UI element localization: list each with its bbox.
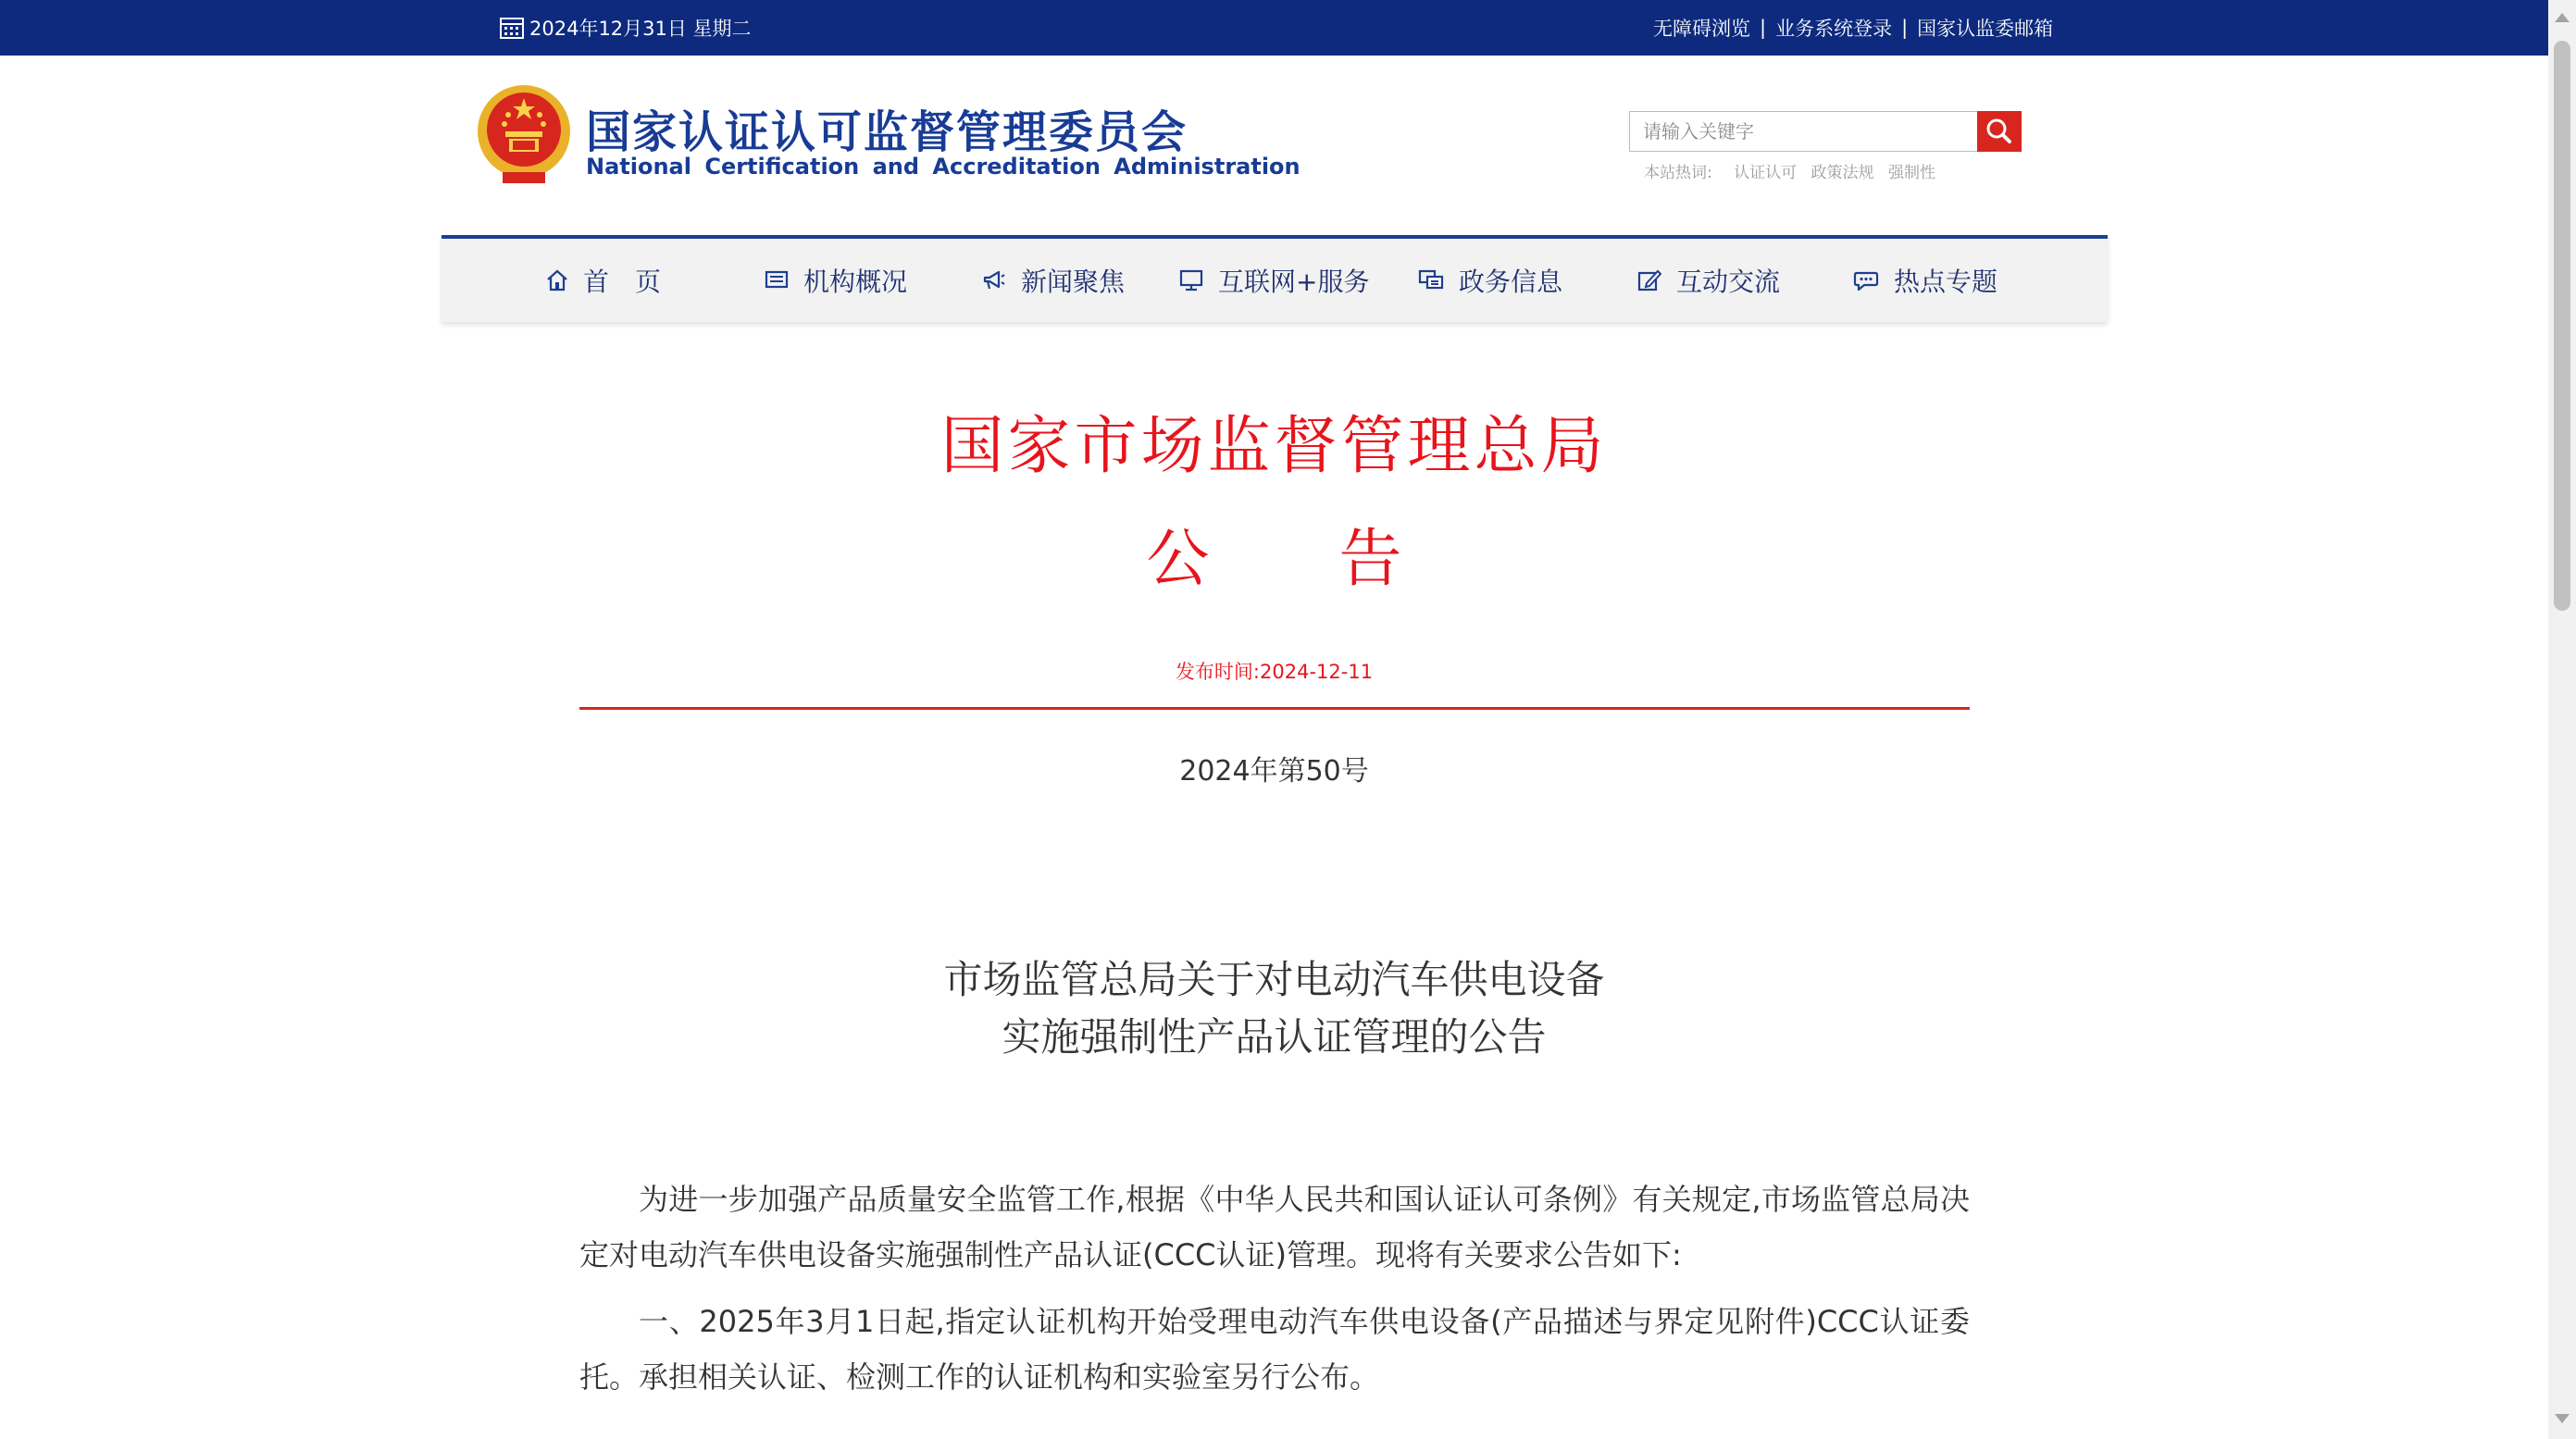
publish-date: 2024-12-11: [1260, 661, 1374, 683]
hotword-link[interactable]: 认证认可: [1734, 164, 1798, 182]
article-paragraph: 一、2025年3月1日起,指定认证机构开始受理电动汽车供电设备(产品描述与界定见附件)CCC认证委托。承担相关认证、检测工作的认证机构和实验室另行公布。: [579, 1304, 1970, 1395]
info-icon: [1418, 269, 1444, 292]
megaphone-icon: [982, 270, 1006, 291]
nav-item-label: 互动交流: [1676, 267, 1781, 297]
nav-item-government-info[interactable]: [1418, 239, 1562, 322]
red-divider: [579, 707, 1970, 710]
nav-item-home[interactable]: [546, 239, 661, 322]
national-emblem-logo[interactable]: [475, 83, 573, 187]
org-icon: [765, 270, 789, 291]
article-body: [579, 1172, 1970, 1416]
chat-icon: [1853, 269, 1879, 292]
scroll-up-arrow-icon[interactable]: [2555, 13, 2570, 22]
document-number: 2024年第50号: [1179, 755, 1369, 788]
hotword-link[interactable]: 政策法规: [1811, 164, 1874, 182]
link-separator: |: [1901, 17, 1909, 39]
nav-item-hot-topics[interactable]: [1853, 239, 1997, 322]
article-paragraph: 为进一步加强产品质量安全监管工作,根据《中华人民共和国认证认可条例》有关规定,市场监管总局决定对电动汽车供电设备实施强制性产品认证(CCC认证)管理。现将有关要求公告如下:: [579, 1182, 1970, 1272]
mailbox-link[interactable]: 国家认监委邮箱: [1917, 18, 2054, 40]
hotwords-label: 本站热词:: [1644, 164, 1712, 182]
issuing-agency-title: 国家市场监督管理总局: [940, 410, 1608, 483]
nav-item-label: 机构概况: [803, 267, 908, 297]
publish-time: [0, 657, 2548, 685]
search-button[interactable]: [1977, 111, 2022, 152]
scrollbar-thumb[interactable]: [2554, 41, 2570, 611]
nav-item-organization[interactable]: [765, 239, 907, 322]
edit-icon: [1637, 268, 1661, 292]
article-title-line: 实施强制性产品认证管理的公告: [1002, 1014, 1547, 1060]
nav-item-internet-services[interactable]: [1179, 239, 1369, 322]
site-title-en[interactable]: National Certification and Accreditation Administration: [586, 154, 1300, 180]
nav-item-label: 新闻聚焦: [1021, 267, 1126, 297]
date-display: [500, 0, 752, 56]
link-separator: |: [1760, 17, 1767, 39]
search-input[interactable]: [1629, 111, 1977, 152]
nav-item-label: 首 页: [583, 267, 662, 297]
hotwords: [1644, 159, 1945, 182]
notice-heading: 公告: [1146, 523, 1532, 596]
nav-item-news[interactable]: [982, 239, 1125, 322]
nav-item-label: 互联网+服务: [1218, 267, 1370, 297]
nav-item-label: 政务信息: [1459, 267, 1563, 297]
article-title-line: 市场监管总局关于对电动汽车供电设备: [943, 957, 1605, 1002]
top-links: [1653, 0, 2053, 56]
hotword-link[interactable]: 强制性: [1887, 164, 1935, 182]
business-login-link[interactable]: 业务系统登录: [1775, 18, 1893, 40]
publish-time-label: 发布时间:: [1175, 661, 1261, 683]
top-bar: [0, 0, 2548, 56]
site-title-cn[interactable]: 国家认证认可监督管理委员会: [586, 106, 1188, 158]
search-box: [1629, 111, 2022, 152]
nav-item-interaction[interactable]: [1637, 239, 1780, 322]
scroll-down-arrow-icon[interactable]: [2555, 1414, 2570, 1423]
main-nav: [442, 235, 2108, 322]
search-icon: [1977, 111, 2022, 152]
article-title: [0, 951, 2548, 1066]
calendar-icon: [500, 17, 524, 39]
nav-item-label: 热点专题: [1894, 267, 1998, 297]
scrollbar[interactable]: [2548, 0, 2576, 1439]
monitor-icon: [1179, 269, 1203, 292]
accessibility-link[interactable]: 无障碍浏览: [1653, 18, 1750, 40]
home-icon: [546, 268, 568, 292]
date-text: 2024年12月31日 星期二: [529, 18, 752, 40]
